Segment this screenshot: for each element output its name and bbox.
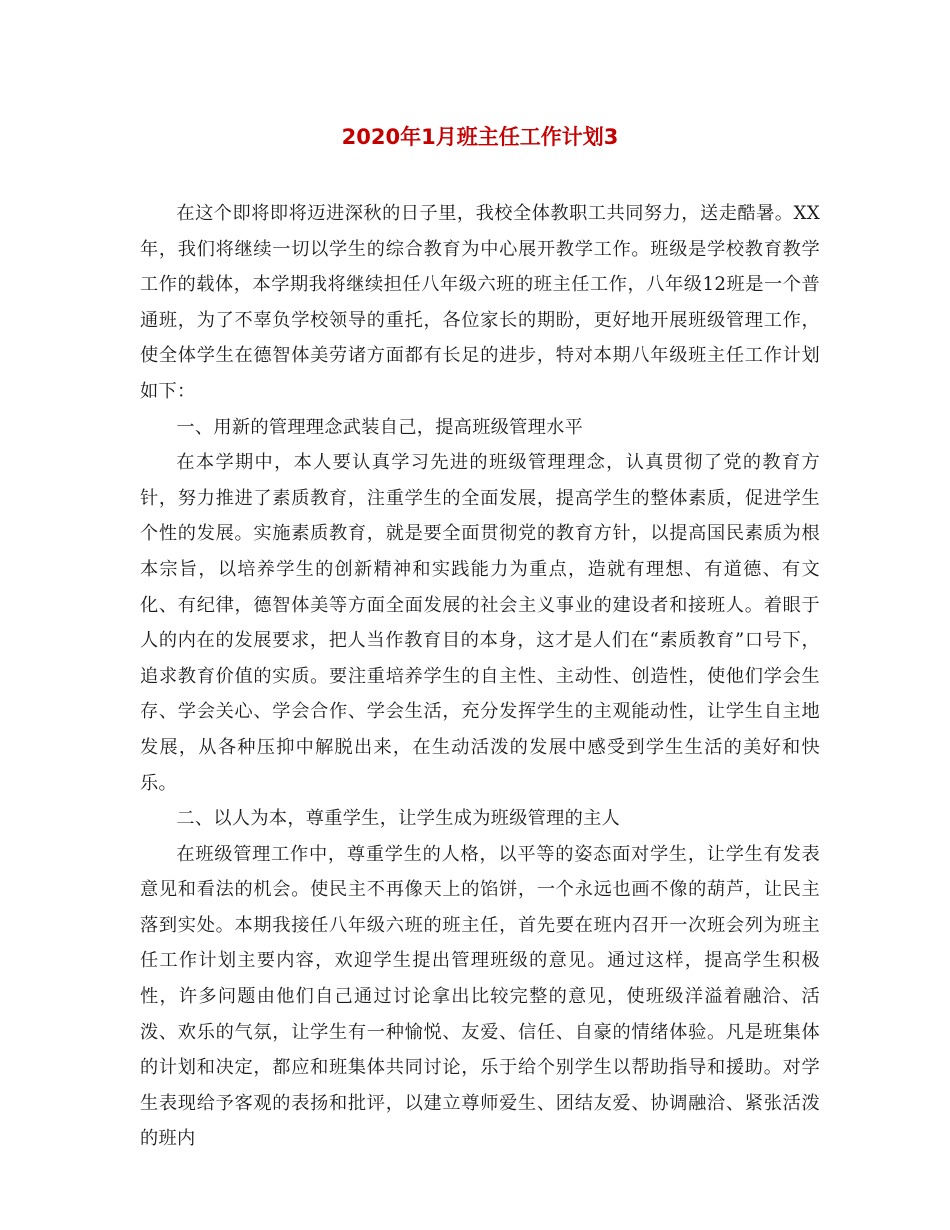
document-title — [140, 122, 820, 152]
paragraph-section-2: 在班级管理工作中，尊重学生的人格，以平等的姿态面对学生，让学生有发表意见和看法的机会。使民主不再像天上的馅饼，一个永远也画不像的葫芦，让民主落到实处。本期我接任八年级六班的班主任，首先要在班内召开一次班会列为班主任工作计划主要内容，欢迎学生提出管理班级的意见。通过这样，提高学生积极性，许多问题由他们自己通过讨论拿出比较完整的意见，使班级洋溢着融洽、活泼、欢乐的气氛，让学生有一种愉悦、友爱、信任、自豪的情绪体验。凡是班集体的计划和决定，都应和班集体共同讨论，乐于给个别学生以帮助指导和援助。对学生表现给予客观的表扬和批评，以建立尊师爱生、团结友爱、协调融洽、紧张活泼的班内 — [140, 843, 820, 1150]
document-title-text: 2020年1月班主任工作计划3 — [341, 125, 619, 149]
section-heading-2: 二、以人为本，尊重学生，让学生成为班级管理的主人 — [176, 808, 621, 830]
paragraph-section-1: 在本学期中，本人要认真学习先进的班级管理理念，认真贯彻了党的教育方针，努力推进了素质教育，注重学生的全面发展，提高学生的整体素质，促进学生个性的发展。实施素质教育，就是要全面贯彻党的教育方针，以提高国民素质为根本宗旨，以培养学生的创新精神和实践能力为重点，造就有理想、有道德、有文化、有纪律，德智体美等方面全面发展的社会主义事业的建设者和接班人。着眼于人的内在的发展要求，把人当作教育目的本身，这才是人们在“素质教育”口号下，追求教育价值的实质。要注重培养学生的自主性、主动性、创造性，使他们学会生存、学会关心、学会合作、学会生活，充分发挥学生的主观能动性，让学生自主地发展，从各种压抑中解脱出来，在生动活泼的发展中感受到学生生活的美好和快乐。 — [140, 452, 820, 794]
paragraph-intro: 在这个即将即将迈进深秋的日子里，我校全体教职工共同努力，送走酷暑。XX年，我们将继续一切以学生的综合教育为中心展开教学工作。班级是学校教育教学工作的载体，本学期我将继续担任八年级六班的班主任工作，八年级12班是一个普通班，为了不辜负学校领导的重托，各位家长的期盼，更好地开展班级管理工作，使全体学生在德智体美劳诸方面都有长足的进步，特对本期八年级班主任工作计划如下： — [140, 203, 820, 402]
section-heading-1: 一、用新的管理理念武装自己，提高班级管理水平 — [176, 416, 584, 438]
